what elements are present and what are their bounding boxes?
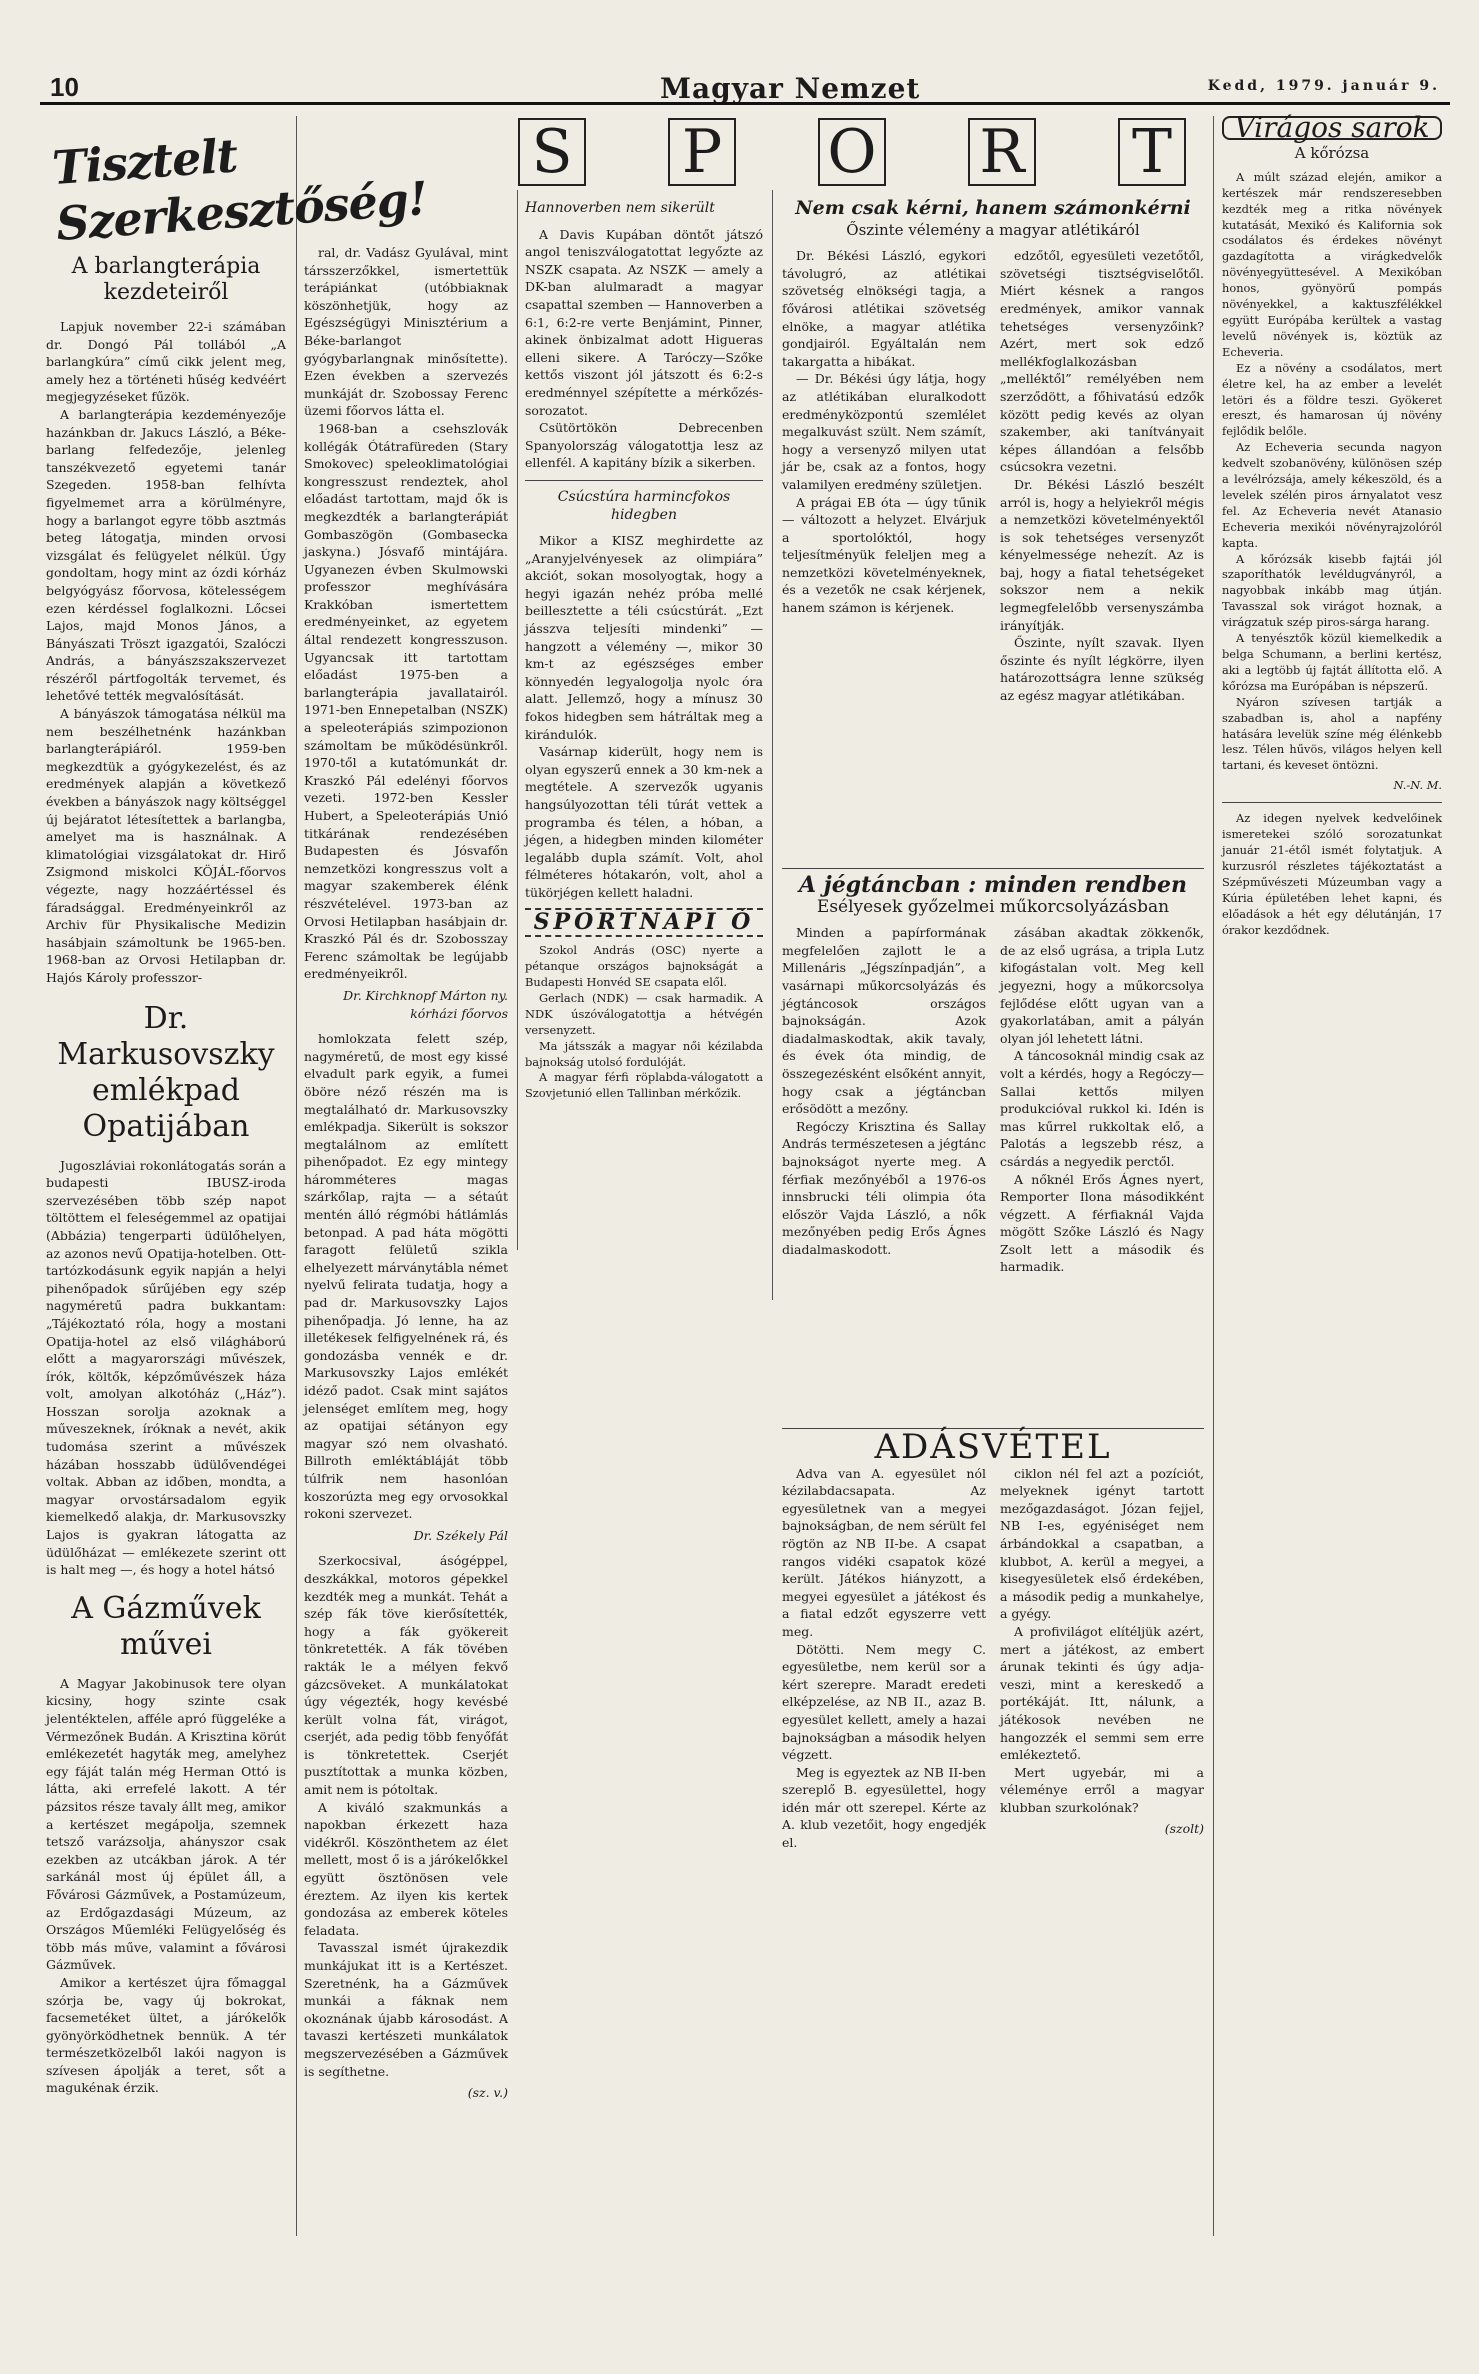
section-divider [782, 868, 1204, 869]
notice-paragraph: Az idegen nyelvek kedvelőinek ismeretekei szóló sorozatunkat január 21-étől ismét folytatjuk. A kurzusról részletes tájékoztatást a Szépművészeti Múzeumban vagy a Kúria épületében lehet kapni, és előadások a hét egy délutánján, 17 órakor kezdődnek. [1222, 811, 1442, 937]
column-flower-corner [1222, 111, 1442, 2246]
article-paragraph: ciklon nél fel azt a pozíciót, melyeknek igényt tartott mezőgazdaságot. Józan fejjel, NB I-es, egyéniséget nem árbándokkal a csapatban, a klubbot, A. kerül a megyei, a kisegyesületek első érdekében, a második pedig a munkahelye, a gyégy. [1000, 1465, 1204, 1622]
article-paragraph: A Magyar Jakobinusok tere olyan kicsiny, hogy szinte csak jelentéktelen, afféle apró függeléke a Vérmezőnek Budán. A Krisztina körút emlékezetét hagyták meg, amelyhez egy fáját talán még Herman Ottó is látta, aki errefelé lakott. A tér pázsitos része tavaly állt meg, amikor a kertészet megápolja, szemnek tetsző varázsolja, ahányszor csak ezekben az utcákban járok. A tér sarkánál most új épület áll, a Fővárosi Gázművek, a Postamúzeum, az Erdőgazdasági Múzeum, az Országos Műemléki Felügyelőség és több más műve, valamint a fővárosi Gázművek. [46, 1675, 286, 1973]
page-number: 10 [50, 72, 79, 102]
banner-letter: T [1118, 118, 1186, 186]
banner-letter: P [668, 118, 736, 186]
article-title: A Gázművek művei [71, 1590, 261, 1662]
article-title: Csúcstúra harmincfokos hidegben [557, 488, 731, 523]
article-paragraph: A múlt század elején, amikor a kertészek már rendszeresebben kezdték meg a ritka növények kutatását, Mexikó és Kalifornia sok csodálatos és érdekes növényt gazdagította a virágkedvelők növényegyüttesével. A Mexikóban honos, gyönyörű pompás növényekkel, a kaktuszfélékkel együtt Európába kerültek a vastag levelű növények is, köztük az Echeveria. [1222, 169, 1442, 359]
column-divider [772, 190, 773, 1300]
article-paragraph: A bányászok támogatása nélkül ma nem beszélhetnénk hazánkban barlangterápiáról. 1959-ben megkezdtük a gyógykezelést, és az eredmények alapján a következő években a bányászok nagy költséggel új bejáratot létesítettek a barlangba, amelyet ma is használnak. A klimatológiai vizsgálatokat dr. Hirő Zsigmond miskolci KÖJÁL-főorvos végezte, nagy hozzáértéssel és fáradsággal. Eredményeinkről az Archiv für Physikalische Medizin hasábjain számoltunk be 1965-ben. 1968-ban az Orvosi Hetilapban dr. Hajós Károly professzor- [46, 706, 286, 985]
section-title: Virágos sarok [1222, 116, 1442, 140]
article-paragraph: Csütörtökön Debrecenben Spanyolország válogatottja lesz az ellenfél. A kapitány bízik a sikerben. [525, 420, 763, 471]
article-title: Hannoverben nem sikerült [525, 200, 715, 216]
article-paragraph: zásában akadtak zökkenők, de az első ugrása, a tripla Lutz kifogástalan volt. Meg kell jegyezni, hogy a műkorcsolya fejlődése előtt ugyan van a gyakorlatában, amit a pályán olyan jól lehetett látni. [1000, 925, 1204, 1046]
article-paragraph: Nyáron szívesen tartják a szabadban is, ahol a napfény hatására levelük színe még élénkebb lesz. Télen hűvös, világos helyen kell tartani, és keveset öntözni. [1222, 694, 1442, 773]
article-paragraph: Dr. Békési László, egykori távolugró, az atlétikai szövetség elnökségi tagja, a fővárosi atlétikai szövetség elnöke, a magyar atlétika gondjairól. Egyáltalán nem takargatta a hibákat. [782, 248, 986, 369]
article-paragraph: A kiváló szakmunkás a napokban érkezett haza vidékről. Köszönthetem az élet mellett, most ő is a járókelőkkel együtt ösztönösen vele éreztem. Az ilyen kis kertek gondozása az emberek köteles feladata. [304, 1799, 508, 1938]
article-paragraph: A tenyésztők közül kiemelkedik a belga Schumann, a berlini kertész, aki a legtöbb új fajtát állította elő. A kőrózsa ma Európában is népszerű. [1222, 631, 1442, 693]
column-letters-right [304, 244, 508, 2374]
article-subtitle: A kőrózsa [1294, 143, 1370, 162]
article-paragraph: A barlangterápia kezdeményezője hazánkban dr. Jakucs László, a Béke-barlang felfedezője, jelenleg tanszékvezető egyetemi tanár Szegeden. 1958-ban felhívta figyelmemet arra a körülményre, hogy a barlangot egyre több asztmás beteg látogatja, minden orvosi vizsgálat és felügyelet nélkül. Úgy gondoltam, hogy mint az ózdi kórház belgyógyász főorvosa, kötelességem ezen kérdéssel foglalkozni. Lőcsei Lajos, majd Monos János, a Bányászati Tröszt igazgatói, Szalóczi András, a bányászszakszervezet részéről pártfogolták tervemet, és lehetővé tették megvalósítását. [46, 406, 286, 704]
figure-skating-article [782, 860, 1204, 1420]
column-sport-left [525, 200, 763, 1300]
article-paragraph: A profivilágot elítéljük azért, mert a játékost, az embert árunak tekinti és úgy adja-veszi, mint a kereskedő a portékáját. Itt, nálunk, a játékosok nevében ne hangozzék el semmi sem erre emlékeztető. [1000, 1623, 1204, 1763]
adasvetel-article [782, 1420, 1204, 2240]
banner-letter: S [518, 118, 586, 186]
article-signature: (sz. v.) [467, 2085, 508, 2101]
news-item: Ma játsszák a magyar női kézilabda bajnokság utolsó fordulóját. [525, 1038, 763, 1069]
article-paragraph: A nőknél Erős Ágnes nyert, Remporter Ilona másodikként végzett. A férfiaknál Vajda mögött Szőke László és Nagy Zsolt lett a második és harmadik. [1000, 1171, 1204, 1275]
article-paragraph: Őszinte, nyílt szavak. Ilyen őszinte és nyílt légkörre, ilyen határozottságra lenne szükség az egész magyar atlétikában. [1000, 635, 1204, 704]
header-rule [40, 102, 1450, 105]
article-paragraph: Minden a papírformának megfelelően zajlott le a Millenáris „Jégszínpadján”, a vasárnapi műkorcsolyázás és jégtáncosok országos bajnokságán. Azok diadalmaskodtak, akik tavaly, és évek óta mindig, de összegezésként elsőként annyit, hogy csak a jégtáncban erősödött a mezőny. [782, 925, 986, 1117]
article-title: ADÁSVÉTEL [874, 1427, 1112, 1467]
banner-letter: O [818, 118, 886, 186]
article-signature: Dr. Kirchknopf Márton ny. kórházi főorvos [343, 987, 508, 1021]
article-paragraph: Adva van A. egyesület nól kézilabdacsapata. Az egyesületnek van a megyei bajnokságban, de nem sérült fel rögtön az NB II-be. A csapat rangos vidéki csapatok közé került. Játékos hiányzott, a megyei egyesület a játékost és a fiatal edzőt egyszerre vett meg. [782, 1465, 986, 1639]
page-header [40, 72, 1450, 108]
article-paragraph: Jugoszláviai rokonlátogatás során a budapesti IBUSZ-iroda szervezésében több szép napot töltöttem el feleségemmel az opatijai (Abbázia) tengerparti üdülőhelyen, az azonos nevű Opatija-hotelben. Ott-tartózkodásunk egyik napján a helyi pihenőpadok sűrűjében egy szép nagyméretű padra bukkantam: „Tájékoztató róla, hogy a mostani Opatija-hotel az első világháború előtt a magyarországi művészek, írók, költők, képzőművészek háza volt, amolyan alkotóház („Ház”). Hosszan sorolja azoknak a műveszeknek, íróknak a nevét, akik tudomása szerint a művészek házában hosszabb üdülővendégei voltak. Abban az időben, mondta, a magyar orvostársadalom egyik kiemelkedő alakja, dr. Markusovszky Lajos is gyakran látogatta az üdülőházat — emlékezete szerint ott is halt meg —, és hogy a hotel hátsó [46, 1157, 286, 1578]
article-title: A jégtáncban : minden rendben [799, 872, 1187, 898]
article-paragraph: Ez a növény a csodálatos, mert életre kel, ha az ember a levelét letöri és a földre teszi. Gyökeret ereszt, és hamarosan új növény fejlődik belőle. [1222, 360, 1442, 439]
article-paragraph: Mikor a KISZ meghirdette az „Aranyjelvényesek az olimpiára” akciót, sokan mosolyogtak, hogy a hegyi igazán nehéz próba mellé beillesztette a téli csúcstúrát. „Ezt jásszva teljesíti mindenki” — hangzott a vélemény —, mikor 30 km-t az egészséges ember könnyedén legyalogolja nyolc óra alatt. Jellemző, hogy a mínusz 30 fokos hidegben sem hátráltak meg a kirándulók. [525, 533, 763, 742]
article-subtitle: Esélyesek győzelmei műkorcsolyázásban [816, 896, 1170, 917]
article-paragraph: — Dr. Békési úgy látja, hogy az atlétikában eluralkodott eredményközpontú szemlélet megalkuvást szült. Nem számít, hogy a versenyző milyen utat jár be, csak az a fontos, hogy valamilyen eredmény születjen. [782, 371, 986, 492]
letters-section-title: Tisztelt Szerkesztőség! [50, 128, 429, 251]
column-divider [517, 190, 518, 1250]
article-paragraph: Dötötti. Nem megy C. egyesületbe, nem kerül sor a kért szerepre. Maradt eredeti elképzelése, az NB II., azaz B. egyesület kellett, amely a hazai bajnokságban a második helyen végzett. [782, 1641, 986, 1763]
article-paragraph: A táncosoknál mindig csak az volt a kérdés, hogy a Regóczy—Sallai kettős milyen produkcióval rukkol ki. Idén is mas kűrrel rukkoltak elő, a Palotás a legszebb rész, a csárdás a negyedik perctől. [1000, 1048, 1204, 1169]
sportnapi-heading: SPORTNAPI Ó [525, 908, 763, 938]
article-paragraph: Lapjuk november 22-i számában dr. Dongó Pál tollából „A barlangkúra” című cikk jelent meg, amely hez a történeti hűség kedvéért megjegyzéseket fűzök. [46, 319, 286, 405]
article-paragraph: Vasárnap kiderült, hogy nem is olyan egyszerű ennek a 30 km-nek a megtétele. A szervezők ugyanis hangsúlyozottan téli túrát vettek a programba és télen, a hóban, a jégen, a hidegben minden kilométer legalább dupla számít. Volt, ahol félméteres hótakarón, volt, ahol a tükörjégen kellett haladni. [525, 744, 763, 900]
sport-banner [502, 118, 1202, 186]
article-paragraph: Dr. Békési László beszélt arról is, hogy a helyiekről mégis a nemzetközi követelményektől is sok tehetséges versenyzőt kényelmessége nehezít. Az is baj, hogy a fiatal tehetségeket sokszor nem a nekik legmegfelelőbb versenyszámba irányítják. [1000, 476, 1204, 633]
article-paragraph: Meg is egyeztek az NB II-ben szereplő B. egyesülettel, hogy idén már ott szerepel. Kérte az A. klub vezetőit, hogy engedjék el. [782, 1764, 986, 1851]
article-paragraph: Szerkocsival, ásógéppel, deszkákkal, motoros gépekkel kezdték meg a munkát. Tehát a szép fák töve kierősítették, hogy a fák gyökereit tönkretették. A fák tövében rakták le a mélyen fekvő gázcsöveket. A munkálatokat úgy végezték, hogy kevésbé került volna fát, virágot, cserjét, ada pedig több fenyőfát is tönkretettek. Cserjét pusztítottak a munka közben, amit nem is pótoltak. [304, 1553, 508, 1798]
article-paragraph: A kőrózsák kisebb fajtái jól szaporíthatók levéldugványról, a nagyobbak inkább mag útján. Tavasszal sok virágot hoznak, a virágzatuk szép piros-sárga harang. [1222, 551, 1442, 630]
article-title: A barlangterápia kezdeteiről [71, 254, 261, 305]
column-divider [296, 116, 297, 2236]
article-paragraph: Regóczy Krisztina és Sallay András természetesen a jégtánc bajnokságot nyerte meg. A férfiak mezőnyéből a 1976-os innsbrucki téli olimpia óta először Vajda László, a nők mezőnyében pedig Erős Ágnes diadalmaskodott. [782, 1118, 986, 1257]
article-paragraph: Amikor a kertészet újra főmaggal szórja be, vagy új bokrokat, facsemetéket ültet, a járókelők gyönyörködhetnek bennük. A tér természetközelből lakói nagyon is szívesen ápolják a teret, sőt a magukénak érzik. [46, 1974, 286, 2096]
article-signature: (szolt) [1164, 1821, 1204, 1837]
news-item: A magyar férfi röplabda-válogatott a Szovjetunió ellen Tallinban mérkőzik. [525, 1070, 763, 1101]
article-subtitle: Őszinte vélemény a magyar atlétikáról [846, 220, 1140, 239]
article-paragraph: homlokzata felett szép, nagyméretű, de most egy kissé elvadult park egyik, a fumei öböre néző részén ma is megtalálható dr. Markusovszky emlékpadja. Sikerült is sokszor megtalálnom az említett pihenőpadot. Ez egy mintegy háromméteres magas szárkőlap, rajta — a sétaút mentén álló régmóbi hátlámlás betonpad. A pad háta mögötti faragott felületű szikla elhelyezett márványtábla német nyelvű felirata tudatja, hogy a pad dr. Markusovszky Lajos pihenőpadja. Jó lenne, ha az illetékesek felfigyelnének rá, és gondozásba vennék e dr. Markusovszky Lajos emlékét idéző padot. Csak mint sajátos jelenséget említem meg, hogy az opatijai sétányon egy magyar szó nem olvasható. Billroth emléktábláját több túlfrik nem hasonlóan koszorúzta meg egy orvosokkal rokoni szervezet. [304, 1031, 508, 1522]
article-paragraph: ral, dr. Vadász Gyulával, mint társszerzőkkel, ismertettük terápiánkat (utóbbiaknak köszönhetjük, hogy az Egészségügyi Minisztérium a Béke-barlangot gyógybarlangnak minősítette). Ezen években a szervezés munkáját dr. Szobossay Ferenc üzemi főorvos látta el. [304, 245, 508, 419]
article-paragraph: Tavasszal ismét újrakezdik munkájukat itt is a Kertészet. Szeretnénk, ha a Gázművek munkái a fáknak nem okoznának újabb károsodást. A tavaszi kertészeti munkálatok megszervezésében a Gázművek is segíthetne. [304, 1940, 508, 2079]
article-paragraph: Mert ugyebár, mi a véleménye erről a magyar klubban szurkolónak? [1000, 1764, 1204, 1815]
article-paragraph: A Davis Kupában döntőt játszó angol teniszválogatottat legyőzte az NSZK csapata. Az NSZK — amely a DK-ban alulmaradt a magyar csapattal szemben — Hannoverben a 6:1, 6:2-re verte Benjámint, Pinner, akinek önbizalmat adott Higueras elleni sikere. A Taróczy—Szőke kettős viszont jól játszott és 6:2-s eredménnyel szépítette a mérkőzés-sorozatot. [525, 226, 763, 418]
article-title: Nem csak kérni, hanem számonkérni [795, 197, 1191, 219]
article-signature: N.-N. M. [1393, 778, 1442, 793]
issue-date: Kedd, 1979. január 9. [1207, 78, 1440, 94]
news-item: Gerlach (NDK) — csak harmadik. A NDK úszóválogatottja a hétvégén versenyzett. [525, 990, 763, 1037]
section-divider [1222, 802, 1442, 803]
article-paragraph: 1968-ban a csehszlovák kollégák Ótátrafüreden (Stary Smokovec) speleoklimatológiai kongresszust rendeztek, ahol előadást tartottam, majd ők is megkezdték a barlangterápiát Gombaszögön (Gombasecka jaskyna.) Jósvafő mintájára. Ugyanezen évben Skulmowski professzor meghívására Krakkóban ismertettem eredményeinket, az egyetem által rendezett kongresszuson. Ugyancsak itt tartottam előadást 1975-ben a barlangterápia javallatairól. 1971-ben Ennepetalban (NSZK) a speleoterápiás szimpozionon számoltam be működésünkről. 1970-től a kutatómunkát dr. Kraszkó Pál edelényi főorvos vezeti. 1972-ben Kessler Hubert, a Speleoterápiás Unió titkárának rendezésében Budapesten és Jósvafőn nemzetközi kongresszus volt a magyar szakemberek élénk részvételével. 1973-ban az Orvosi Hetilapban hasábjain dr. Kraszkó Pál és dr. Szobosszay Ferenc számoltak be legújabb eredményeikről. [304, 420, 508, 982]
article-paragraph: edzőtől, egyesületi vezetőtől, szövetségi tisztségviselőtől. Miért késnek a rangos eredmények, amikor vannak tehetséges versenyzőink? Azért, mert sok edző mellékfoglalkozásban „melléktől” remélyében nem szerződött, a főhivatású edzők között pedig kevés az olyan szakember, aki tanítványait képes állandóan a felsőbb csúcsokra vezetni. [1000, 248, 1204, 475]
news-item: Szokol András (OSC) nyerte a pétanque országos bajnokságát a Budapesti Honvéd SE csapata elől. [525, 943, 763, 989]
column-divider [1213, 116, 1214, 2236]
banner-letter: R [968, 118, 1036, 186]
article-signature: Dr. Székely Pál [413, 1527, 508, 1543]
article-title: Dr. Markusovszky emlékpad Opatijában [57, 1000, 275, 1144]
section-divider [525, 480, 763, 481]
sport-feature-box [782, 197, 1204, 840]
article-paragraph: A prágai EB óta — úgy tűnik — változott a helyzet. Elvárjuk a sportolóktól, hogy teljesítményük feleljen meg a nemzetközi követelményeknek, és a vezetők ne csak kérjenek, hanem számon is kérjenek. [782, 494, 986, 616]
article-paragraph: Az Echeveria secunda nagyon kedvelt szobanövény, különösen szép a levélrózsája, amely kékeszöld, és a levelek szélén piros árnyalatot vesz fel. Az Echeveria nevét Atanasio Echeveria mexikói növényrajzolóról kapta. [1222, 440, 1442, 550]
paper-name: Magyar Nemzet [660, 72, 921, 105]
